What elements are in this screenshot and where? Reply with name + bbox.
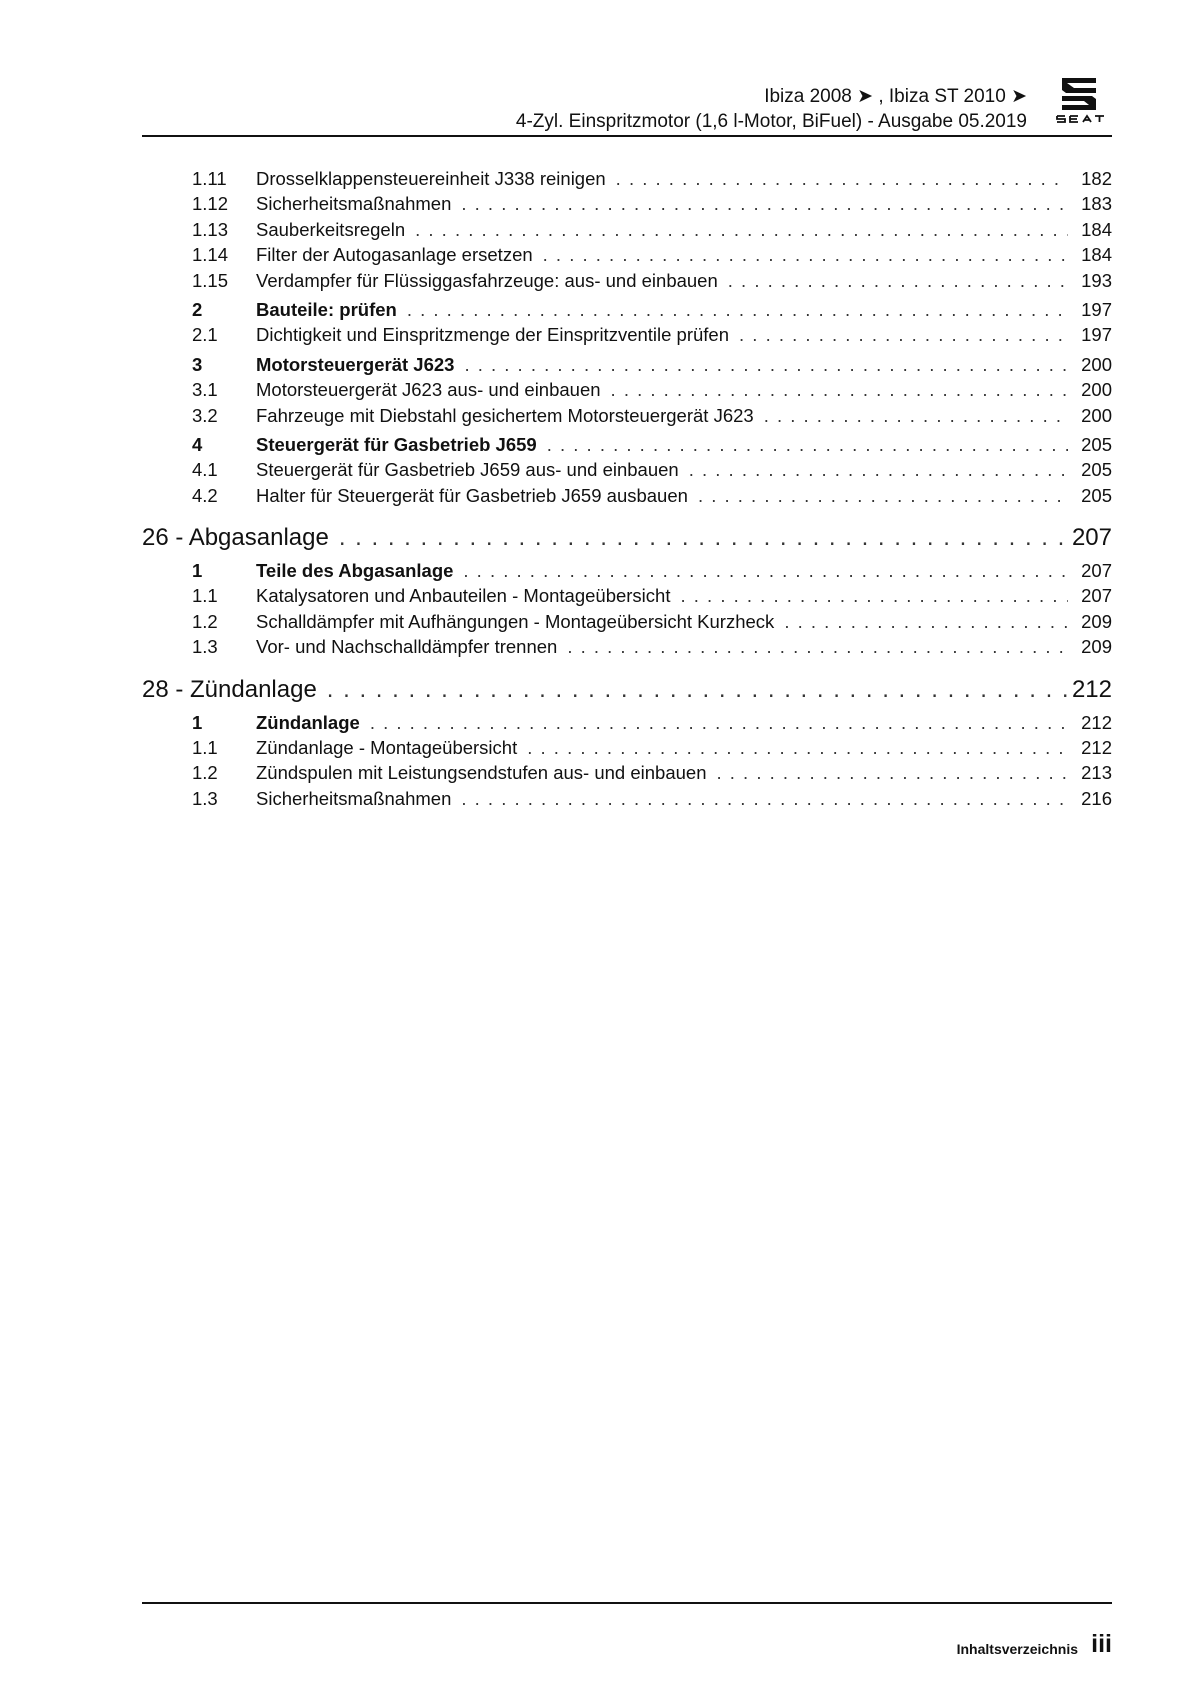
toc-entry-page: 205 <box>1081 459 1112 481</box>
seat-logo <box>1046 78 1112 124</box>
toc-entry[interactable] <box>142 405 1112 430</box>
table-of-contents <box>142 168 1112 813</box>
toc-entry-title: Vor- und Nachschalldämpfer trennen <box>256 636 558 658</box>
dot-leader <box>461 788 1068 810</box>
header-engine-line: 4-Zyl. Einspritzmotor (1,6 l-Motor, BiFuel) - Ausgabe 05.2019 <box>515 111 1027 132</box>
toc-entry-page: 184 <box>1081 244 1112 266</box>
toc-entry[interactable] <box>142 762 1112 787</box>
toc-entry[interactable] <box>142 788 1112 813</box>
toc-entry-number: 3 <box>192 353 203 375</box>
toc-entry-page: 200 <box>1081 404 1112 426</box>
toc-entry-title: Zündspulen mit Leistungsendstufen aus- und einbauen <box>256 762 707 784</box>
toc-entry-title: Steuergerät für Gasbetrieb J659 aus- und einbauen <box>256 459 679 481</box>
dot-leader <box>461 193 1068 215</box>
page-header <box>142 78 1112 138</box>
toc-entry-number: 1.2 <box>192 610 218 632</box>
toc-entry-page: 183 <box>1081 193 1112 215</box>
toc-entry-title: Filter der Autogasanlage ersetzen <box>256 244 533 266</box>
toc-entry-number: 3.2 <box>192 404 218 426</box>
footer-section-label: Inhaltsverzeichnis <box>956 1641 1078 1657</box>
toc-entry-number: 4.2 <box>192 484 218 506</box>
dot-leader <box>689 459 1068 481</box>
toc-entry-number: 2.1 <box>192 324 218 346</box>
toc-entry-number: 1.3 <box>192 636 218 658</box>
toc-entry-number: 1.13 <box>192 218 229 240</box>
toc-entry[interactable] <box>142 737 1112 762</box>
toc-entry-title: Sicherheitsmaßnahmen <box>256 787 452 809</box>
toc-chapter-26[interactable] <box>142 524 1112 560</box>
toc-entry-number: 1.2 <box>192 762 218 784</box>
dot-leader <box>728 270 1068 292</box>
toc-entry-page: 207 <box>1081 560 1112 582</box>
toc-entry[interactable] <box>142 636 1112 661</box>
toc-entry-title: Sicherheitsmaßnahmen <box>256 193 452 215</box>
dot-leader <box>407 299 1068 321</box>
dot-leader <box>370 712 1068 734</box>
toc-section[interactable] <box>142 354 1112 379</box>
toc-entry-title: Katalysatoren und Anbauteilen - Montageübersicht <box>256 585 671 607</box>
footer-page-number: iii <box>1091 1630 1112 1658</box>
toc-entry-title: Verdampfer für Flüssiggasfahrzeuge: aus- und einbauen <box>256 269 718 291</box>
toc-entry-page: 197 <box>1081 298 1112 320</box>
toc-entry-number: 1.1 <box>192 585 218 607</box>
toc-entry[interactable] <box>142 379 1112 404</box>
header-text <box>516 84 1027 134</box>
toc-entry-title: Zündanlage <box>256 711 360 733</box>
chapter-page: 207 <box>1071 524 1112 552</box>
toc-entry-number: 1 <box>192 711 203 733</box>
toc-entry[interactable] <box>142 193 1112 218</box>
toc-entry[interactable] <box>142 168 1112 193</box>
toc-entry-title: Zündanlage - Montageübersicht <box>256 737 518 759</box>
toc-section[interactable] <box>142 299 1112 324</box>
dot-leader <box>680 585 1068 607</box>
toc-entry-page: 184 <box>1081 218 1112 240</box>
toc-entry[interactable] <box>142 244 1112 269</box>
toc-section[interactable] <box>142 434 1112 459</box>
toc-entry-page: 200 <box>1081 353 1112 375</box>
header-model-line: Ibiza 2008 ➤ , Ibiza ST 2010 ➤ <box>764 86 1027 107</box>
toc-entry-page: 213 <box>1081 762 1112 784</box>
dot-leader <box>463 560 1068 582</box>
toc-entry-page: 212 <box>1081 737 1112 759</box>
dot-leader <box>327 676 1068 704</box>
toc-section[interactable] <box>142 560 1112 585</box>
toc-entry-number: 2 <box>192 298 203 320</box>
toc-entry[interactable] <box>142 459 1112 484</box>
toc-entry[interactable] <box>142 611 1112 636</box>
dot-leader <box>415 219 1068 241</box>
toc-entry-page: 212 <box>1081 711 1112 733</box>
toc-entry-page: 205 <box>1081 484 1112 506</box>
chapter-page: 212 <box>1071 675 1112 703</box>
toc-entry-page: 182 <box>1081 168 1112 189</box>
header-rule <box>142 135 1112 137</box>
toc-entry-page: 193 <box>1081 269 1112 291</box>
toc-entry-number: 4.1 <box>192 459 218 481</box>
toc-section[interactable] <box>142 712 1112 737</box>
dot-leader <box>764 405 1068 427</box>
dot-leader <box>543 244 1068 266</box>
seat-logo-icon <box>1046 78 1112 124</box>
footer-rule <box>142 1602 1112 1604</box>
toc-entry-number: 1.12 <box>192 193 229 215</box>
toc-entry-number: 1.1 <box>192 737 218 759</box>
toc-entry-title: Motorsteuergerät J623 <box>256 353 455 375</box>
dot-leader <box>739 324 1068 346</box>
toc-entry-title: Halter für Steuergerät für Gasbetrieb J659 ausbauen <box>256 484 688 506</box>
toc-entry[interactable] <box>142 324 1112 349</box>
dot-leader <box>717 762 1069 784</box>
chapter-title: 28 - Zündanlage <box>142 675 317 703</box>
toc-entry-title: Motorsteuergerät J623 aus- und einbauen <box>256 379 601 401</box>
toc-entry-title: Steuergerät für Gasbetrieb J659 <box>256 433 537 455</box>
dot-leader <box>527 737 1068 759</box>
toc-entry-number: 1.14 <box>192 244 229 266</box>
toc-entry-number: 1 <box>192 560 203 582</box>
toc-entry-page: 209 <box>1081 636 1112 658</box>
toc-entry-title: Teile des Abgasanlage <box>256 560 454 582</box>
toc-entry[interactable] <box>142 219 1112 244</box>
toc-entry-title: Schalldämpfer mit Aufhängungen - Montageübersicht Kurzheck <box>256 610 775 632</box>
toc-entry[interactable] <box>142 485 1112 510</box>
toc-entry-number: 1.11 <box>192 168 227 189</box>
toc-entry-page: 197 <box>1081 324 1112 346</box>
toc-entry-page: 205 <box>1081 433 1112 455</box>
toc-entry-page: 209 <box>1081 610 1112 632</box>
toc-entry-page: 207 <box>1081 585 1112 607</box>
toc-entry[interactable] <box>142 270 1112 295</box>
dot-leader <box>339 524 1068 552</box>
toc-entry-number: 3.1 <box>192 379 218 401</box>
dot-leader <box>698 485 1068 507</box>
toc-entry[interactable] <box>142 585 1112 610</box>
toc-entry-title: Bauteile: prüfen <box>256 298 397 320</box>
toc-entry-number: 4 <box>192 433 203 455</box>
dot-leader <box>547 434 1068 456</box>
toc-chapter-28[interactable] <box>142 676 1112 712</box>
toc-entry-title: Sauberkeitsregeln <box>256 218 406 240</box>
toc-entry-page: 200 <box>1081 379 1112 401</box>
dot-leader <box>611 379 1068 401</box>
toc-entry-number: 1.3 <box>192 787 218 809</box>
toc-entry-title: Dichtigkeit und Einspritzmenge der Einspritzventile prüfen <box>256 324 730 346</box>
toc-entry-page: 216 <box>1081 787 1112 809</box>
toc-entry-number: 1.15 <box>192 269 229 291</box>
dot-leader <box>616 168 1068 190</box>
toc-entry-title: Fahrzeuge mit Diebstahl gesichertem Motorsteuergerät J623 <box>256 404 754 426</box>
chapter-title: 26 - Abgasanlage <box>142 524 329 552</box>
dot-leader <box>784 611 1068 633</box>
dot-leader <box>567 636 1068 658</box>
dot-leader <box>464 354 1068 376</box>
toc-entry-title: Drosselklappensteuereinheit J338 reinigen <box>256 168 606 189</box>
